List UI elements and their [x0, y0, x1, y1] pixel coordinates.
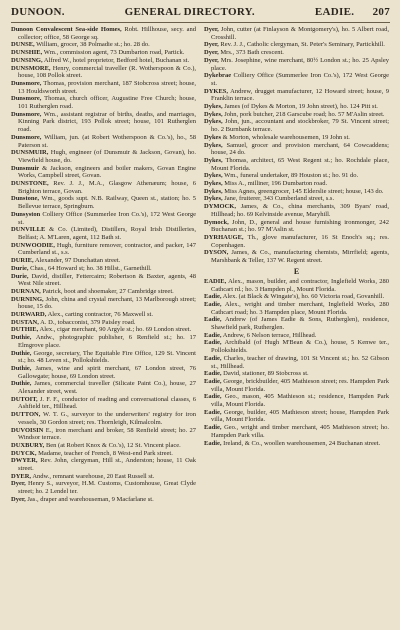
- entry-name: DUNSE,: [11, 41, 35, 49]
- entry-name: DUNSHIE,: [11, 49, 43, 57]
- directory-entry: [11, 211, 196, 226]
- directory-entry: [204, 188, 389, 196]
- directory-entry: [11, 450, 196, 458]
- entry-text: James, & Co., china merchants, 309 Byars' road, Hillhead; ho. 69 Kelvinside avenue, Maryhill.: [211, 203, 389, 218]
- directory-entry: [11, 65, 196, 80]
- directory-entry: [11, 319, 196, 327]
- entry-text: Henry, commercial traveller (R. Wotherspoon & Co.), house, 108 Pollok street.: [18, 64, 196, 80]
- entry-name: Eadie,: [204, 339, 222, 347]
- right-column: [204, 26, 389, 504]
- entry-text: James, & Co., manufacturing chemists, Mirrfield; agents, Marshbank & Teller, 137 W. Regent street.: [211, 249, 389, 265]
- entry-text: Wm., commission agent, 73 Dumbarton road, Partick.: [42, 49, 185, 57]
- entry-text: John, china and crystal merchant, 13 Marlborough street; house, 15 do.: [18, 295, 196, 311]
- entry-name: DUXBURY,: [11, 441, 45, 449]
- entry-text: & Co. (Limited), Distillers, Royal Irish Distilleries, Belfast; A. M'Laren, agent, 112 Bath st.: [18, 226, 196, 241]
- entry-name: Eadie,: [204, 354, 222, 362]
- directory-entry: [204, 157, 389, 172]
- entry-name: DUVOISIN: [11, 426, 44, 434]
- entry-text: John, cutter (at Finlayson & Montgomery's), ho. 5 Albert road, Crosshill.: [211, 26, 389, 41]
- left-column: [11, 26, 196, 504]
- entry-text: Andrew, drugget manufacturer, 12 Howard street; house, 9 Franklin terrace.: [211, 87, 389, 103]
- directory-entry: [11, 442, 196, 450]
- entry-name: Eadie,: [204, 370, 222, 378]
- entry-name: Duthie,: [11, 349, 32, 357]
- directory-entry: [11, 242, 196, 257]
- directory-entry: [11, 288, 196, 296]
- entry-text: Alex., mason, builder, and contractor, Inglefield Works, 280 Cathcart rd.; ho. 3 Hampden pl., Mount Florida.: [211, 277, 389, 293]
- directory-entry: [11, 134, 196, 149]
- directory-entry: [204, 72, 389, 87]
- entry-text: Thomas, church officer, Augustine Free Church; house, 101 Rutherglen road.: [18, 95, 196, 111]
- directory-entry: [11, 41, 196, 49]
- header-right: [315, 6, 390, 18]
- entry-text: George, builder, 405 Mathieson street; house, Hampden Park villa, Mount Florida.: [211, 408, 389, 424]
- entry-name: Duthie,: [11, 364, 32, 372]
- entry-text: Alex. (at Black & Wingate's), ho. 60 Victoria road, Govanhill.: [221, 293, 385, 301]
- entry-text: Hugh, furniture remover, contractor, and packer, 147 Cumberland st., s.s.: [18, 241, 196, 257]
- entry-text: Charles, teacher of drawing, 101 St Vincent st.; ho. 52 Gibson st., Hillhead.: [211, 354, 389, 370]
- directory-entry: [11, 496, 196, 504]
- entry-name: Dunsmore,: [11, 110, 42, 118]
- entry-name: Dyer,: [204, 49, 219, 57]
- entry-text: J. F. F., conductor of reading and conversational classes, 6 Ashfield ter., Hillhead.: [18, 395, 196, 411]
- entry-text: Jas., draper and warehouseman, 9 Macfarlane st.: [25, 495, 154, 503]
- directory-entry: [11, 350, 196, 365]
- entry-name: Dykes: [204, 133, 221, 141]
- directory-entry: [11, 396, 196, 411]
- page-number: 207: [372, 6, 390, 18]
- directory-entry: [204, 41, 389, 49]
- entry-text: Chas., 64 Howard st; ho. 38 Hillst., Garnethill.: [28, 264, 152, 272]
- directory-entry: [204, 424, 389, 439]
- entry-name: EADIE,: [204, 277, 227, 285]
- section-letter: E: [293, 266, 300, 276]
- directory-entry: [11, 57, 196, 65]
- entry-name: Dykes,: [204, 103, 223, 111]
- directory-entry: [11, 95, 196, 110]
- entry-text: Miss A., milliner, 196 Dumbarton road.: [222, 180, 328, 188]
- directory-entry: [204, 111, 389, 119]
- header-right-name: EADIE.: [314, 6, 355, 18]
- entry-text: Miss Agnes, greengrocer, 145 Elderslie street; house, 143 do.: [222, 187, 384, 195]
- entry-text: Wm., funeral undertaker, 89 Houston st.; ho. 91 do.: [222, 172, 359, 180]
- entry-name: Eadie,: [204, 393, 222, 401]
- entry-text: A. D., tobacconist, 379 Paisley road.: [38, 318, 136, 326]
- directory-entry: [204, 234, 389, 249]
- entry-name: Eadie,: [204, 377, 222, 385]
- entry-name: Duthie,: [11, 380, 32, 388]
- entry-name: Eadie,: [204, 300, 222, 308]
- entry-text: & Jackson, engineers and boiler makers, Govan Engine Works, Campbell street, Govan.: [18, 164, 196, 180]
- directory-entry: [204, 278, 389, 293]
- directory-entry: [204, 49, 389, 57]
- entry-text: Wm., goods supt. N.B. Railway, Queen st., station; ho. 5 Bellevue terrace, Springburn.: [18, 195, 196, 211]
- entry-name: Dyer,: [11, 495, 26, 503]
- entry-name: DUTOIT,: [11, 395, 38, 403]
- directory-entry: [204, 293, 389, 301]
- directory-entry: [204, 142, 389, 157]
- entry-name: Eadie,: [204, 408, 222, 416]
- entry-name: DUTTON,: [11, 411, 41, 419]
- entry-text: John, pork butcher, 218 Garscube road; ho. 57 M'Aslin street.: [222, 110, 385, 118]
- entry-name: Dunsmore,: [11, 79, 42, 87]
- entry-text: Andrew (of James Eadie & Sons, Rutherglen), residence, Shawfield park, Rutherglen.: [211, 316, 389, 332]
- entry-name: DUNVILLE: [11, 226, 46, 234]
- entry-text: Thomas, architect, 65 West Regent st.; ho. Rochdale place, Mount Florida.: [211, 156, 389, 172]
- entry-name: Dunoon Convalescent Sea-side Homes,: [11, 26, 122, 33]
- entry-name: DUYCK,: [11, 449, 37, 457]
- entry-text: Jane, fruiterer, 343 Cumberland street, s.s.: [222, 195, 335, 203]
- directory-entry: [204, 409, 389, 424]
- entry-name: DWYER,: [11, 457, 38, 465]
- entry-text: George, secretary, The Equitable Fire Office, 129 St. Vincent st.; ho. 48 Leven st., Pollokshields.: [18, 349, 196, 365]
- entry-name: Eadie,: [204, 424, 222, 432]
- directory-entry: [204, 332, 389, 340]
- directory-entry: [11, 49, 196, 57]
- directory-entry: [11, 427, 196, 442]
- directory-entry: [204, 370, 389, 378]
- entry-name: Dunsmore,: [11, 133, 42, 141]
- directory-entry: [11, 149, 196, 164]
- entry-text: David, distiller, Fettercairn; Robertson & Baxter, agents, 48 West Nile street.: [18, 272, 196, 288]
- header-title: GENERAL DIRECTORY.: [124, 6, 255, 18]
- directory-entry: [204, 378, 389, 393]
- entry-name: Dykes,: [204, 187, 223, 195]
- entry-text: David, stationer, 89 Stobcross st.: [221, 370, 309, 378]
- directory-entry: [11, 111, 196, 134]
- entry-text: Rev. J. J., M.A., Glasgow Athenæum; house, 6 Brighton terrace, Govan.: [18, 180, 196, 195]
- entry-name: Dyer,: [204, 41, 219, 49]
- entry-text: Geo., mason, 405 Mathieson st.; residence, Hampden Park villa, Mount Florida.: [211, 393, 389, 409]
- entry-name: Durie,: [11, 272, 29, 280]
- entry-name: Dunstone,: [11, 195, 39, 203]
- entry-name: DUNSING,: [11, 56, 43, 64]
- entry-name: Eadie,: [204, 331, 222, 339]
- entry-name: Eadie,: [204, 316, 222, 324]
- entry-text: Alexander, 97 Dunchattan street.: [33, 257, 121, 265]
- entry-name: DYMOCK,: [204, 203, 236, 211]
- entry-text: James, wine and spirit merchant, 67 London street, 76 Gallowgate; house, 69 London street.: [18, 364, 196, 380]
- entry-name: Eadie,: [204, 293, 222, 301]
- entry-text: Wm., assistant registrar of births, deaths, and marriages, Kinning Park district, 193 Pollok street; house, 101 Rutherglen road.: [18, 110, 196, 134]
- directory-entry: [11, 195, 196, 210]
- entry-text: Samuel, grocer and provision merchant, 64 Cowcaddens; house, 24 do.: [211, 141, 389, 157]
- entry-text: Alex., cigar merchant, 90 Argyle st.; ho. 69 London street.: [38, 326, 192, 334]
- directory-entry: [11, 80, 196, 95]
- entry-text: Ben (at Robert Knox & Co.'s), 12 St. Vincent place.: [44, 441, 181, 449]
- directory-entry: [204, 219, 389, 234]
- entry-text: Ireland, & Co., woollen warehousemen, 24 Buchanan street.: [221, 439, 381, 447]
- entry-text: James (of Dykes & Morton, 19 John street), ho. 124 Pitt st.: [222, 103, 378, 111]
- entry-text: Andrew, 6 Nelson terrace, Hillhead.: [221, 331, 317, 339]
- directory-entry: [11, 296, 196, 311]
- directory-entry: [11, 473, 196, 481]
- entry-text: Colliery Office (Summerlee Iron Co.'s), 172 West George st.: [18, 210, 196, 226]
- directory-entry: [204, 339, 389, 354]
- entry-name: Duthie,: [11, 334, 32, 342]
- entry-name: DUNSMORE,: [11, 64, 51, 72]
- directory-entry: [204, 249, 389, 264]
- entry-name: DUNWOODIE,: [11, 241, 55, 249]
- entry-name: DURWARD,: [11, 311, 47, 319]
- directory-entry: [204, 316, 389, 331]
- directory-entry: [204, 180, 389, 188]
- entry-name: DUTHIE,: [11, 326, 39, 334]
- entry-text: John, D., general and house furnishing ironmonger, 242 Buchanan st.; ho. 97 M'Aslin st.: [211, 218, 389, 234]
- directory-entry: [204, 57, 389, 72]
- entry-text: Andw., remnant warehouse, 20 East Russell st.: [31, 472, 155, 480]
- directory-entry: [11, 334, 196, 349]
- directory-entry: [204, 118, 389, 133]
- directory-entry: [11, 265, 196, 273]
- directory-entry: [11, 165, 196, 180]
- entry-name: Dyer,: [204, 26, 219, 33]
- entry-name: Dykebrae: [204, 72, 232, 80]
- entry-name: DURIE,: [11, 257, 34, 265]
- entry-text: Th., glove manufacturer, 16 St Enoch's sq.; res. Copenhagen.: [211, 233, 389, 249]
- entry-text: W. T. G., surveyor to the underwriters' registry for iron vessels, 30 Gordon street; res. Thornleigh, Kilmalcolm.: [18, 411, 196, 426]
- directory-entry: [11, 365, 196, 380]
- entry-name: DURNING,: [11, 295, 44, 303]
- entry-name: Dunsyston: [11, 210, 41, 218]
- directory-entry: [204, 172, 389, 180]
- entry-text: Alfred W., hotel proprietor, Bedford hotel, Buchanan st.: [42, 56, 190, 64]
- entry-text: George, brickbuilder, 405 Mathieson street; res. Hampden Park villa, Mount Florida.: [211, 377, 389, 393]
- directory-entry: [204, 301, 389, 316]
- directory-entry: [204, 440, 389, 448]
- directory-entry: [11, 257, 196, 265]
- entry-text: Alex., carting contractor, 76 Maxwell st.: [46, 311, 153, 319]
- entry-text: Thomas, provision merchant, 187 Stobcross street; house, 13 Houldsworth street.: [18, 79, 196, 95]
- entry-name: Dykes,: [204, 180, 223, 188]
- directory-entry: [11, 226, 196, 241]
- entry-name: Dykes,: [204, 156, 223, 164]
- entry-name: DUSTAN,: [11, 318, 39, 326]
- entry-name: DYER,: [11, 472, 32, 480]
- entry-text: John, jun., accountant and stockbroker, 79 St. Vincent street; ho. 2 Burnbank terrace.: [211, 118, 389, 134]
- directory-entry: [204, 103, 389, 111]
- entry-name: Dymock,: [204, 218, 229, 226]
- header-rule: [11, 22, 390, 23]
- entry-name: DYKES,: [204, 87, 229, 95]
- entry-text: Alex., wright and timber merchant, Inglefield Works, 280 Cathcart road; ho. 3 Hampden place, Mount Florida.: [211, 300, 389, 316]
- entry-name: DURNAN,: [11, 287, 41, 295]
- entry-name: DYSON,: [204, 249, 229, 257]
- entry-name: Dyer,: [11, 480, 26, 488]
- directory-entry: [204, 88, 389, 103]
- entry-text: Rev. John, clergyman, Hill st., Anderston; house, 11 Oak street.: [18, 457, 196, 473]
- directory-entry: [204, 134, 389, 142]
- entry-text: Robt. Hillhouse, secy. and collector; office, 58 George sq.: [18, 26, 196, 41]
- entry-text: William, jun. (at Robert Wotherspoon & Co.'s), ho., 58 Paterson st.: [18, 133, 196, 149]
- entry-name: Dykes,: [204, 141, 223, 149]
- entry-name: Dunsmuir: [11, 164, 40, 172]
- entry-text: Mrs., 373 Bath crescent.: [218, 49, 284, 57]
- directory-entry: [204, 355, 389, 370]
- entry-text: E., iron merchant and broker, 58 Renfield street; ho. 27 Windsor terrace.: [18, 426, 196, 442]
- directory-entry: [11, 180, 196, 195]
- entry-text: Henry S., surveyor, H.M. Customs, Customhouse, Great Clyde street; ho. 2 Lendel ter.: [18, 480, 196, 496]
- entry-text: Hugh, engineer (of Dunsmuir & Jackson, Govan), ho. Viewfield house, do.: [18, 149, 196, 164]
- entry-name: Dykes,: [204, 110, 223, 118]
- entry-name: Durie,: [11, 264, 29, 272]
- entry-name: DYRHAUGE,: [204, 233, 244, 241]
- entry-text: Archibald (of Hugh M'Bean & Co.), house, 5 Kenwe ter., Pollokshields.: [211, 339, 389, 355]
- entry-name: Eadie,: [204, 439, 222, 447]
- directory-entry: [11, 480, 196, 495]
- entry-text: Geo., wright and timber merchant, 405 Mathieson street; ho. Hampden Park villa.: [211, 424, 389, 439]
- entry-name: Dykes,: [204, 195, 223, 203]
- entry-text: William, grocer, 38 Polmadie st.; ho. 28 do.: [34, 41, 150, 49]
- directory-entry: [11, 311, 196, 319]
- entry-name: Dyer,: [204, 56, 219, 64]
- entry-text: Rev. J. J., Catholic clergyman, St. Peter's Seminary, Partickhill.: [218, 41, 385, 49]
- directory-entry: [11, 326, 196, 334]
- entry-text: Colliery Office (Summerlee Iron Co.'s), 172 West George st.: [211, 72, 389, 87]
- header-left: DUNOON.: [11, 6, 65, 18]
- entry-text: & Morton, wholesale warehousemen, 19 John st.: [220, 133, 350, 141]
- directory-entry: [11, 411, 196, 426]
- directory-entry: [204, 203, 389, 218]
- page-header: [11, 6, 390, 20]
- directory-entry: [204, 393, 389, 408]
- directory-entry: [11, 273, 196, 288]
- entry-name: DUNSMUIR,: [11, 149, 49, 157]
- directory-entry: [11, 26, 196, 41]
- entry-text: Madame, teacher of French, 8 West-end Park street.: [36, 449, 173, 457]
- entry-name: Dykes,: [204, 118, 223, 126]
- directory-entry: [204, 195, 389, 203]
- directory-entry: [11, 457, 196, 472]
- entry-text: Mrs. Josephine, wine merchant, 80½ London st.; ho. 25 Apsley place.: [211, 56, 389, 72]
- entry-text: Andw., photographic publisher, 6 Renfield st.; ho. 17 Elmgrove place.: [18, 334, 196, 349]
- directory-entry: [204, 26, 389, 41]
- columns: [11, 26, 390, 504]
- entry-name: Dykes,: [204, 172, 223, 180]
- directory-entry: [11, 380, 196, 395]
- entry-text: James, commercial traveller (Silicate Paint Co.), house, 27 Alexander street, west.: [18, 380, 196, 396]
- entry-name: DUNSTONE,: [11, 180, 49, 188]
- entry-text: Patrick, boot and shoemaker, 27 Cambridge street.: [40, 287, 174, 295]
- entry-name: Dunsmore,: [11, 95, 42, 103]
